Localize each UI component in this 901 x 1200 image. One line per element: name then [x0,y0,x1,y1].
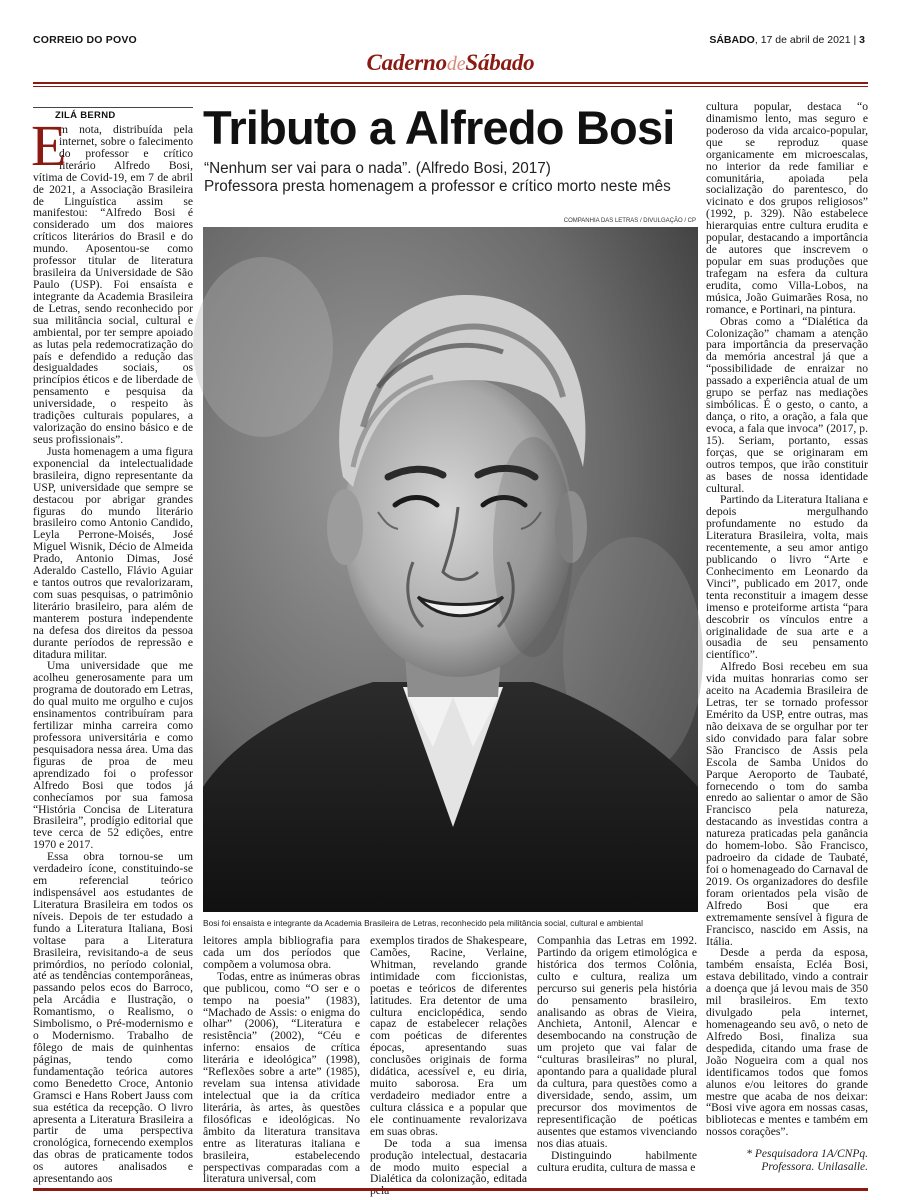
paragraph: leitores ampla bibliografia para cada um dos períodos que compõem a volumosa obra. [203,934,360,971]
footnote-line: Professora. Unilasalle. [761,1160,868,1173]
paragraph: Desde a perda da esposa, também ensaísta, Ecléa Bosi, estava debilitado, vindo a contrair a doença que já levou mais de 350 mil brasileiros. Em texto divulgado pela internet, homenageando seu avô, o neto de Alfredo Bosi, finaliza sua despedida, citando uma frase de João Nogueira com a qual nos identificamos todos que fomos alunos e/ou leitores do grande mestre que acaba de nos deixar: “Bosi vive agora em nossas casas, bibliotecas e mentes e também em nossos corações”. [706,946,868,1139]
header-rule [33,82,868,84]
header-rule-thin [33,86,868,87]
paragraph: Uma universidade que me acolheu generosamente para um programa de doutorado em Letras, do qual muito me orgulho e cujos ensinamentos contribuíram para fertilizar minha carreira como professora universitária e como pesquisadora nessa área. Uma das figuras de proa de meu aprendizado foi o professor Alfredo Bosi que todos já conhecíamos por sua famosa “História Concisa de Literatura Brasileira”, prodígio editorial que teve cerca de 52 edições, entre 1970 e 2017. [33,659,193,852]
paragraph-text: m nota, distribuída pela internet, sobre o falecimento do professor e crítico literário Alfredo Bosi, vítima de Covid-19, em 7 de abril de 2021, a Associação Brasileira de Linguística assim se manifestou: “Alfredo Bosi é considerado um dos maiores críticos literários do Brasil e do mundo. Aposentou-se como professor titular de literatura brasileira da Universidade de São Paulo (USP). Foi ensaísta e integrante da Academia Brasileira de Letras, sendo reconhecido por sua militância social, cultural e ambiental, por ter sempre apoiado as lutas pela redemocratização do país e defendido a redução das desigualdades sociais, os princípios éticos e de liberdade de pensamento e pesquisa da universidade, o respeito às tradições culturais populares, a valorização do ensino básico e de seus profissionais”. [33,123,193,446]
section-logo-part1: Caderno [366,50,447,75]
portrait-photo [203,227,698,912]
date: 17 de abril de 2021 [760,34,851,46]
section-logo-part2: de [446,53,466,75]
paragraph: Obras como a “Dialética da Colonização” chamam a atenção para importância da preservação da memória ancestral já que a “possibilidade de enraizar no passado a experiência atual de um grupo se perfaz nas mediações simbólicas. É o gesto, o canto, a dança, o rito, a oração, a fala que evoca, a fala que invoca” (2017, p. 15). Seriam, portanto, essas forças, que se originaram em outros tempos, que irão constituir as bases de nossa identidade cultural. [706,314,868,495]
paragraph: Distinguindo habilmente cultura erudita, cultura de massa e [537,1148,697,1174]
paragraph: De toda a sua imensa produção intelectual, destacaria de modo muito especial a Dialética da colonização, editada [370,1136,527,1186]
page-date: SÁBADO, 17 de abril de 2021 | 3 [709,34,865,46]
headline: Tributo a Alfredo Bosi [203,101,675,154]
drop-cap: E [31,113,67,178]
page-number: 3 [859,34,865,46]
paragraph: Companhia das Letras em 1992. Partindo da origem etimológica e histórica dos termos Colônia, culto e cultura, realiza um percurso sui generis pela história do pensamento brasileiro, analisando as obras de Vieira, Anchieta, Antonil, Alencar e desembocando na construção de um projeto que vai falar de “culturas brasileiras” no plural, apontando para a qualidade plural da cultura, para questões como a diversidade, sendo, assim, um precursor dos movimentos de representificação de poéticas ausentes que estamos vivenciando nos dias atuais. [537,934,697,1150]
article-column-5 [706,101,868,1163]
byline-rule [33,107,193,108]
section-logo-part3: Sábado [465,50,535,75]
article-column-2 [203,934,360,1186]
paragraph: cultura popular, destaca “o dinamismo lento, mas seguro e poderoso da vida arcaico-popular, que se reproduz quase organicamente em microescalas, no interior da rede familiar e comunitária, apoiada pela socialização do parentesco, do vicinato e dos grupos religiosos” (1992, p. 329). Não estabelece hierarquias entre cultura erudita e popular, destacando a importância de autores que inscrevem o popular em suas produções que trafegam na esfera da cultura erudita, como Villa-Lobos, na música, João Guimarães Rosa, no romance, e Portinari, na pintura. [706,100,868,316]
paragraph: Alfredo Bosi recebeu em sua vida muitas honrarias como ser aceito na Academia Brasileira de Letras, ter se tornado professor Emérito da USP, entre outras, mas não deixava de se orgulhar por ter sido convidado para falar sobre São Francisco de Assis pela Escola de Samba Unidos do Parque Aeroporto de Taubaté, fornecendo o tom do samba enredo ao salientar o amor de São Francisco pela natureza, destacando as investidas contra a natureza praticadas pela ganância do homem-lobo. São Francisco, padroeiro da cidade de Taubaté, foi o homenageado do Carnaval de 2019. Os organizadores do desfile foram orientados pela visão de Alfredo Bosi que era extremamente sensível à figura de Francisco, nascido em Assis, na Itália. [706,660,868,948]
portrait-illustration [203,227,698,912]
newspaper-name: CORREIO DO POVO [33,34,137,46]
article-column-3 [370,934,527,1186]
weekday: SÁBADO [709,34,755,46]
photo-credit: COMPANHIA DAS LETRAS / DIVULGAÇÃO / CP [563,218,696,224]
paragraph: Essa obra tornou-se um verdadeiro ícone, constituindo-se em referencial teórico indispensável aos estudantes de Literatura Brasileira em todos os níveis. Depois de ter estudado a fundo a Literatura Italiana, Bosi voltase para a Literatura Brasileira, revisitando-a de seus primórdios, no período colonial, até as tendências contemporâneas, passando pelos ecos do Barroco, pela Arcádia e Ilustração, o Romantismo, o Realismo, o Simbolismo, o Pré-modernismo e o Modernismo. Trabalho de fôlego de mais de quinhentas páginas, tendo como fundamentação teórica autores como Benedetto Croce, Antonio Gramsci e Hans Robert Jauss com sua estética da recepção. O livro apresenta a Literatura Brasileira a partir de uma perspectiva cronológica, fornecendo exemplos das obras de praticamente todos os autores analisados e apresentando aos [33,850,193,1186]
byline: ZILÁ BERND [55,110,116,121]
epigraph-quote: “Nenhum ser vai para o nada”. (Alfredo Bosi, 2017) [204,160,551,177]
paragraph: Partindo da Literatura Italiana e depois mergulhando profundamente no estudo da Literatura Brasileira, volta, mais recentemente, a seu amor antigo publicando o livro “Arte e Conhecimento em Leonardo da Vinci”, publicado em 2017, onde tenta reconstituir a imagem desse imenso e proteiforme artista “para descobrir os vínculos entre a originalidade de sua arte e a ousadia de seu pensamento científico”. [706,493,868,662]
section-logo [0,50,901,76]
paragraph: exemplos tirados de Shakespeare, Camões, Racine, Verlaine, Whitman, revelando grande intimidade com ficcionistas, poetas e teóricos de diferentes latitudes. Era detentor de uma cultura enciclopédica, sendo capaz de estabelecer relações com poéticas de diferentes épocas, apresentando suas conclusões originais de forma didática, acessível e, eu diria, muito saborosa. Era um verdadeiro mediador entre a cultura clássica e a popular que ele continuamente revalorizava em suas obras. [370,934,527,1138]
subheadline: Professora presta homenagem a professor e crítico morto neste mês [204,178,671,195]
author-footnote [706,1148,868,1173]
article-column-4 [537,935,697,1180]
footnote-line: * Pesquisadora 1A/CNPq. [746,1148,868,1160]
photo-caption: Bosi foi ensaísta e integrante da Academia Brasileira de Letras, reconhecido pela militância social, cultural e ambiental [203,918,643,928]
paragraph: Todas, entre as inúmeras obras que publicou, como “O ser e o tempo na poesia” (1983), “Machado de Assis: o enigma do olhar” (2006), “Literatura e resistência” (2002), “Céu e inferno: ensaios de crítica literária e ideológica” (1998), “Reflexões sobre a arte” (1985), revelam sua intensa atividade intelectual que ia da crítica literária, às artes, às questões filosóficas e ideológicas. No âmbito da literatura transitava entre as literaturas italiana e brasileira, estabelecendo perspectivas comparadas com a literatura universal, com [203,969,360,1186]
paragraph: Justa homenagem a uma figura exponencial da intelectualidade brasileira, digno representante da USP, universidade que sempre se destacou por abrigar grandes figuras do mundo literário brasileiro como Antonio Candido, Leyla Perrone-Moisés, José Miguel Wisnik, Décio de Almeida Prado, Antonio Dimas, José Aderaldo Castello, Flávio Aguiar e tantos outros que revalorizaram, com suas pesquisas, o patrimônio literário brasileiro, para além de manterem postura independente na defesa dos direitos da pessoa durante períodos de repressão e ditadura militar. [33,444,193,661]
footer-rule [33,1188,868,1191]
